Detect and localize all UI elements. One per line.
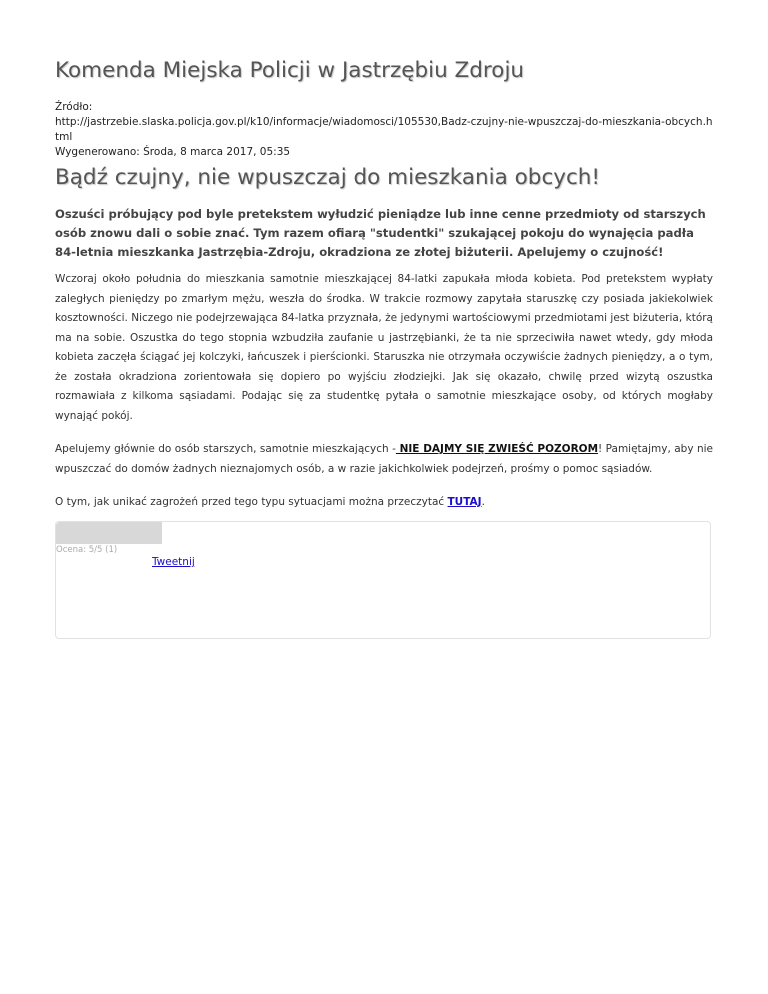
tutaj-link[interactable]: TUTAJ	[447, 496, 482, 508]
paragraph-2	[55, 440, 713, 479]
tweet-link[interactable]: Tweetnij	[152, 556, 195, 568]
site-title: Komenda Miejska Policji w Jastrzębiu Zdroju	[55, 58, 525, 83]
source-url: http://jastrzebie.slaska.policja.gov.pl/k10/informacje/wiadomosci/105530,Badz-czujny-nie-wpuszczaj-do-mieszkania-obcych.html	[55, 116, 713, 143]
paragraph-3	[55, 493, 713, 513]
paragraph-3-end: .	[481, 496, 485, 508]
article-body	[55, 270, 713, 527]
rating-bar[interactable]	[56, 522, 162, 544]
paragraph-2-end: ! Pamiętajmy, aby nie wpuszczać do domów żadnych nieznajomych osób, a w razie jakichkolwiek podejrzeń, prośmy o pomoc sąsiadów.	[55, 443, 713, 475]
paragraph-2-start: Apelujemy głównie do osób starszych, samotnie mieszkających -	[55, 443, 396, 455]
source-meta	[55, 100, 715, 160]
share-rating-box	[55, 521, 711, 639]
paragraph-1: Wczoraj około południa do mieszkania samotnie mieszkającej 84-latki zapukała młoda kobieta. Pod pretekstem wypłaty zaległych pieniędzy po zmarłym mężu, weszła do środka. W trakcie rozmowy zapytała staruszkę czy posiada jakiekolwiek kosztowności. Niczego nie podejrzewająca 84-latka przyznała, że jedynymi wartościowymi przedmiotami jest biżuteria, którą ma na sobie. Oszustka do tego stopnia wzbudziła zaufanie u jastrzębianki, że ta nie sprzeciwiła nawet wtedy, gdy młoda kobieta zaczęła ściągać jej kolczyki, łańcuszek i pierścionki. Staruszka nie otrzymała oczywiście żadnych pieniędzy, a o tym, że została okradziona zorientowała się dopiero po wyjściu złodziejki. Jak się okazało, chwilę przed wizytą oszustka rozmawiała z kilkoma sąsiadami. Podając się za studentkę pytała o samotnie mieszkające osoby, od których mogłaby wynająć pokój.	[55, 273, 713, 422]
paragraph-3-start: O tym, jak unikać zagrożeń przed tego typu sytuacjami można przeczytać	[55, 496, 448, 508]
article-lead: Oszuści próbujący pod byle pretekstem wyłudzić pieniądze lub inne cenne przedmioty od starszych osób znowu dali o sobie znać. Tym razem ofiarą "studentki" szukającej pokoju do wynajęcia padła 84-letnia mieszkanka Jastrzębia-Zdroju, okradziona ze złotej biżuterii. Apelujemy o czujność!	[55, 207, 706, 259]
generated-date: Wygenerowano: Środa, 8 marca 2017, 05:35	[55, 146, 291, 158]
paragraph-2-emphasis: NIE DAJMY SIĘ ZWIEŚĆ POZOROM	[395, 443, 599, 455]
rating-text: Ocena: 5/5 (1)	[56, 545, 118, 555]
article-title: Bądź czujny, nie wpuszczaj do mieszkania obcych!	[55, 165, 601, 190]
source-label: Źródło:	[55, 101, 93, 113]
